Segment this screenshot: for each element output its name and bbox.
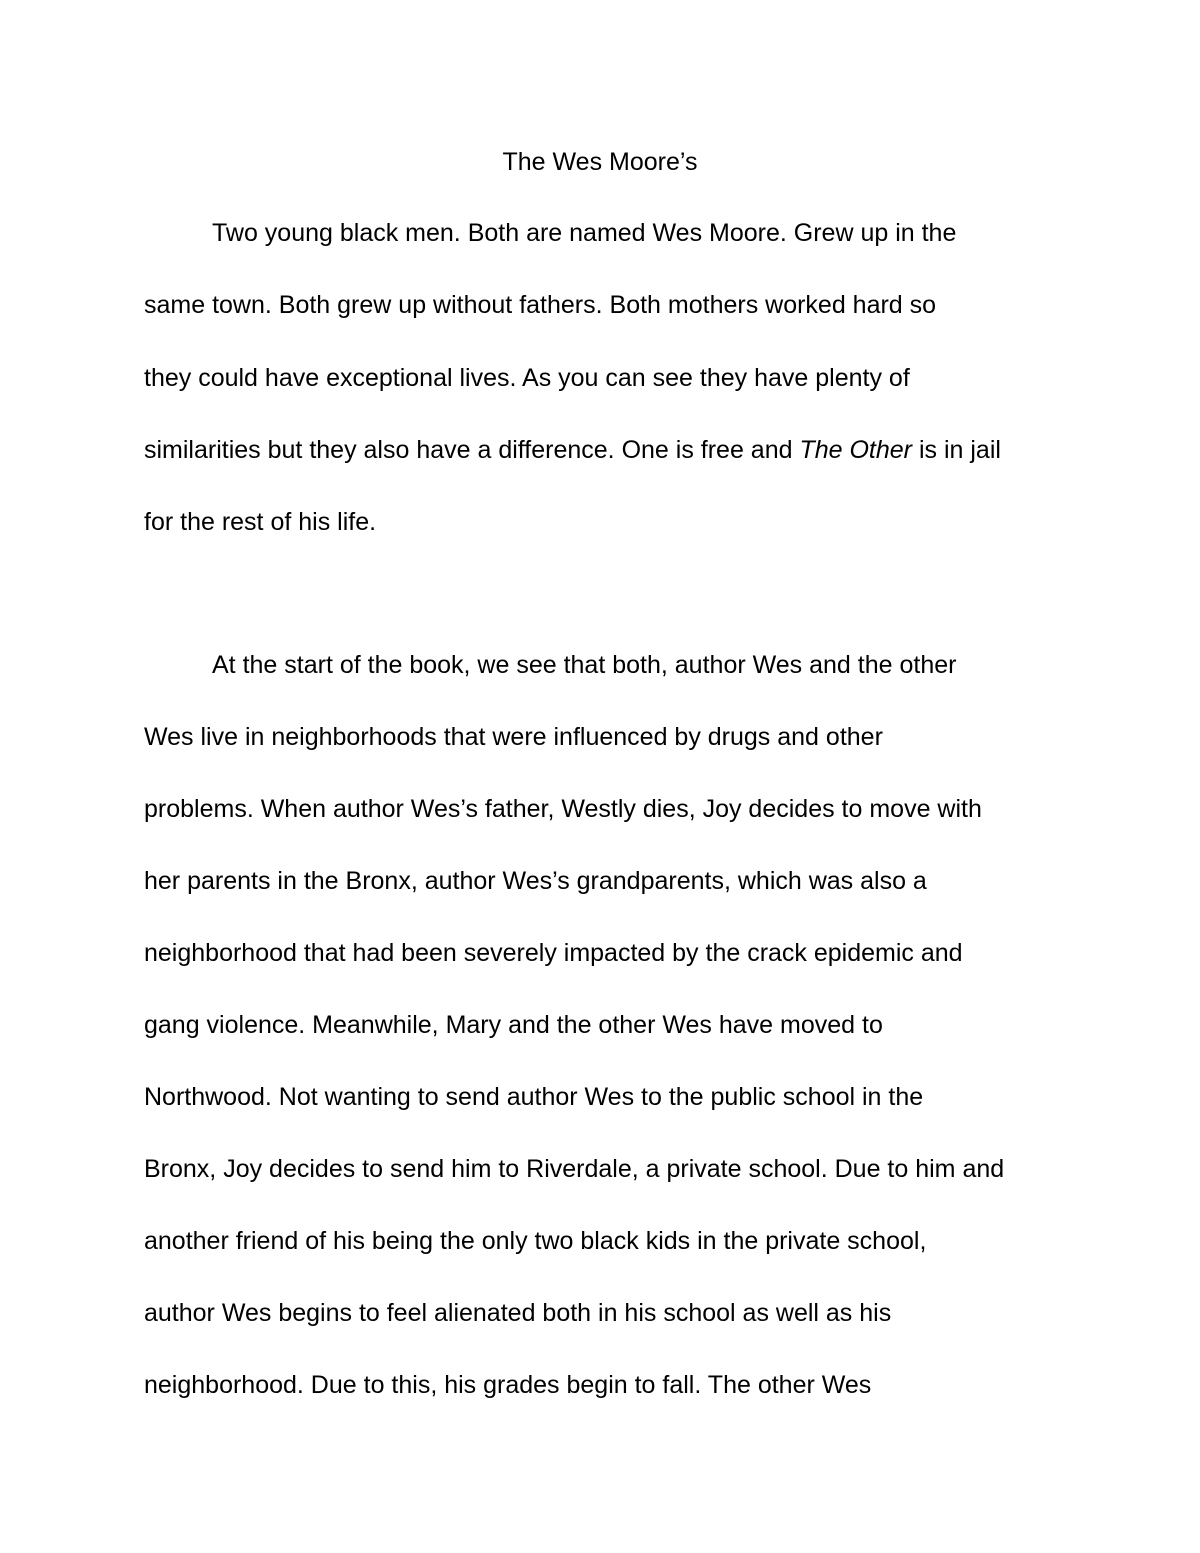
paragraph-2-line-4: her parents in the Bronx, author Wes’s grandparents, which was also a — [144, 867, 927, 895]
paragraph-2-line-7: Northwood. Not wanting to send author Wes to the public school in the — [144, 1083, 924, 1111]
document-title: The Wes Moore’s — [502, 148, 698, 176]
paragraph-1-line-5: for the rest of his life. — [144, 508, 377, 536]
paragraph-2-line-9: another friend of his being the only two black kids in the private school, — [144, 1227, 927, 1255]
paragraph-2-line-3: problems. When author Wes’s father, Westly dies, Joy decides to move with — [144, 795, 982, 823]
paragraph-1-line-4-text-b: is in jail — [912, 436, 1001, 464]
paragraph-1-line-2: same town. Both grew up without fathers. Both mothers worked hard so — [144, 291, 937, 319]
paragraph-2-line-10: author Wes begins to feel alienated both in his school as well as his — [144, 1299, 892, 1327]
paragraph-2-line-8: Bronx, Joy decides to send him to Riverdale, a private school. Due to him and — [144, 1155, 1005, 1183]
paragraph-1-line-1: Two young black men. Both are named Wes Moore. Grew up in the — [212, 219, 957, 247]
paragraph-1-line-3: they could have exceptional lives. As you can see they have plenty of — [144, 364, 910, 392]
paragraph-2-line-2: Wes live in neighborhoods that were influenced by drugs and other — [144, 723, 883, 751]
paragraph-2-line-6: gang violence. Meanwhile, Mary and the other Wes have moved to — [144, 1011, 883, 1039]
paragraph-2-line-1: At the start of the book, we see that both, author Wes and the other — [212, 651, 957, 679]
paragraph-1-line-4 — [144, 430, 1001, 470]
paragraph-2-line-11: neighborhood. Due to this, his grades begin to fall. The other Wes — [144, 1371, 872, 1399]
paragraph-1-line-4-text-a: similarities but they also have a difference. One is free and — [144, 436, 800, 464]
book-reference-italic: The Other — [799, 436, 913, 464]
paragraph-2-line-5: neighborhood that had been severely impacted by the crack epidemic and — [144, 939, 963, 967]
